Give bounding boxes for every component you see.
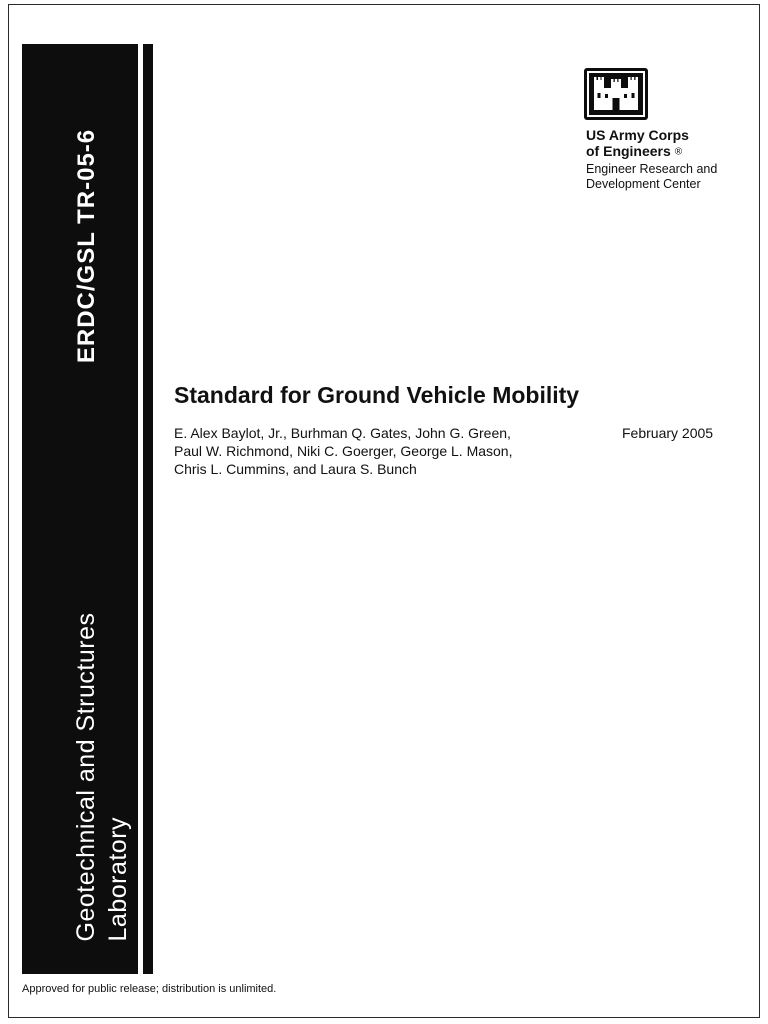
org-name-text: of Engineers (586, 143, 671, 159)
release-statement: Approved for public release; distribution is unlimited. (22, 983, 277, 995)
lab-name (70, 613, 134, 942)
organization-block (586, 127, 717, 192)
author-line-2: Paul W. Richmond, Niki C. Goerger, George L. Mason, (174, 443, 513, 459)
registered-mark: ® (674, 146, 683, 158)
sidebar-rule (143, 44, 153, 974)
org-name-line-2 (586, 143, 717, 160)
sidebar-banner (22, 44, 138, 974)
castle-icon (584, 68, 648, 120)
org-sub-line-1: Engineer Research and (586, 162, 718, 177)
report-title: Standard for Ground Vehicle Mobility (174, 382, 580, 408)
author-line-3: Chris L. Cummins, and Laura S. Bunch (174, 461, 417, 477)
author-list (174, 424, 594, 478)
lab-name-line-2: Laboratory (104, 816, 132, 942)
lab-name-line-1: Geotechnical and Structures (72, 612, 100, 942)
report-number: ERDC/GSL TR-05-6 (73, 128, 100, 364)
org-name-line-1: US Army Corps (586, 127, 689, 143)
author-line-1: E. Alex Baylot, Jr., Burhman Q. Gates, John G. Green, (174, 425, 511, 441)
org-sub-line-2: Development Center (586, 177, 701, 192)
report-date: February 2005 (622, 425, 714, 441)
